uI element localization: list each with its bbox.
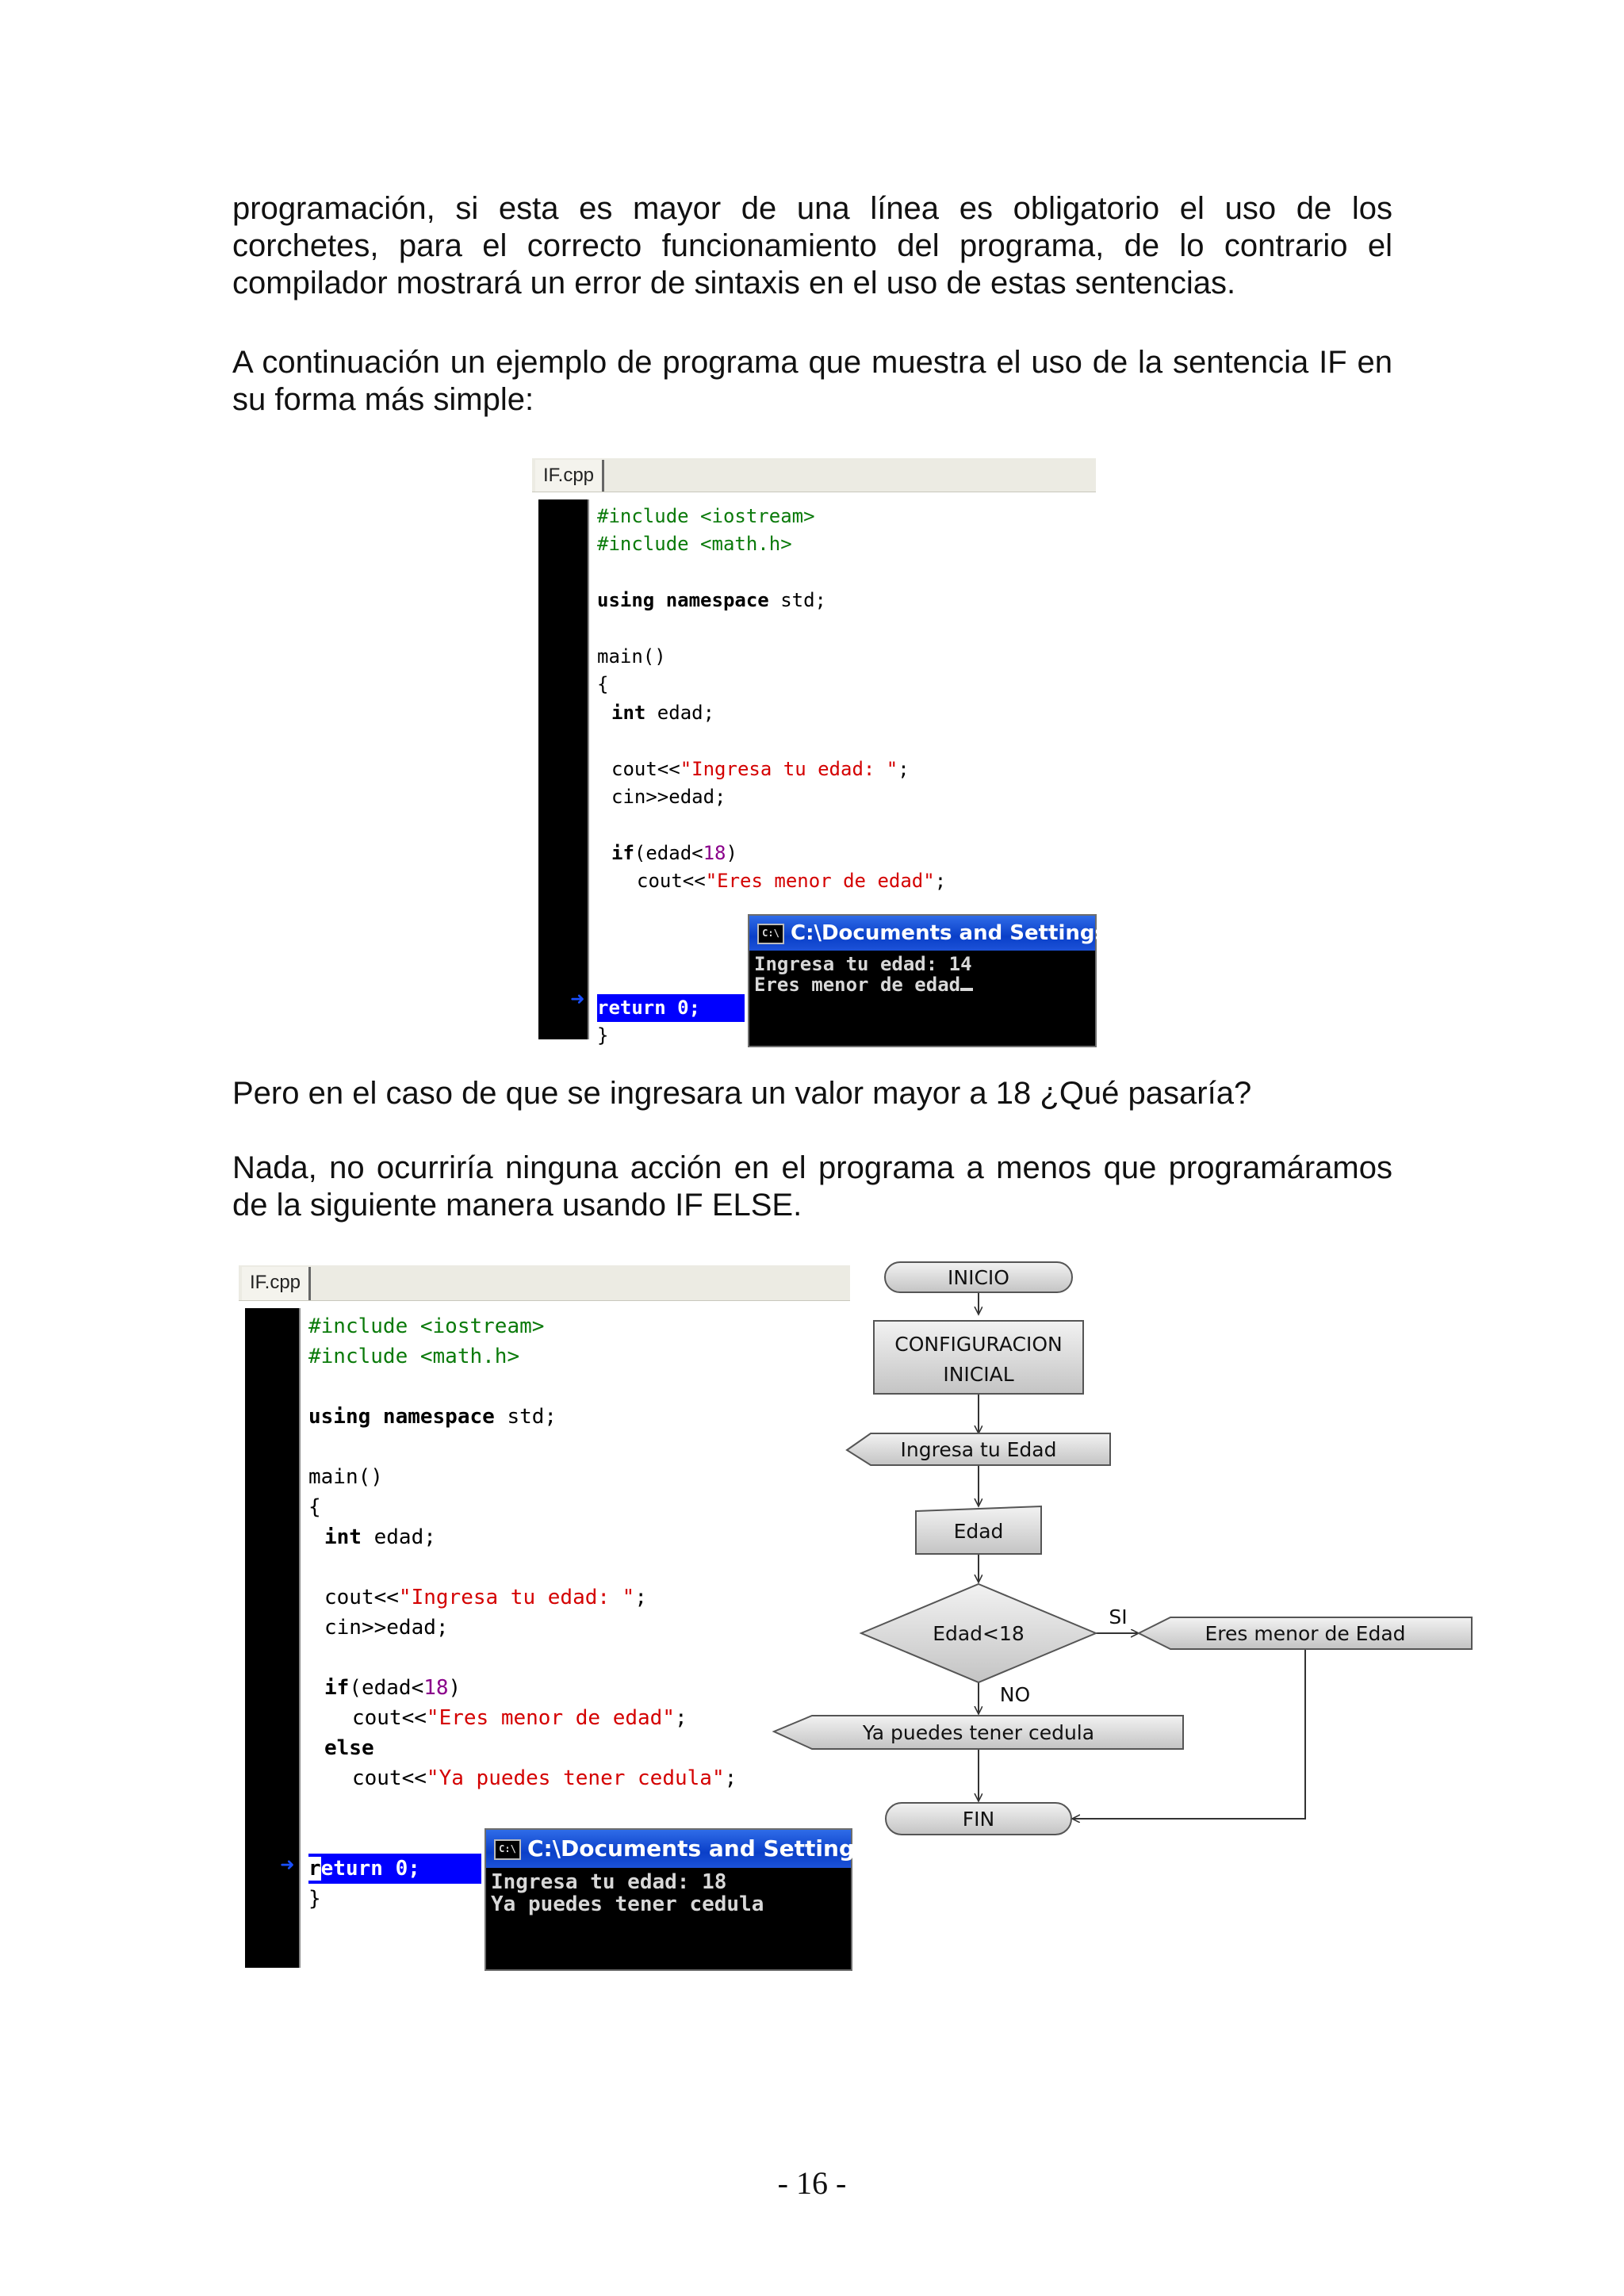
code-line: #include <math.h> bbox=[597, 533, 792, 555]
code-line: } bbox=[597, 1024, 609, 1047]
editor-gutter bbox=[538, 499, 589, 1039]
label-ingresa: Ingresa tu Edad bbox=[900, 1438, 1057, 1461]
code-line: cin>>edad; bbox=[324, 1616, 449, 1640]
paragraph-intro: programación, si esta es mayor de una línea es obligatorio el uso de los corchetes, para el correcto funcionamiento del programa, de lo contrario el compilador mostrará un error de sintaxis en el uso de estas sentencias. bbox=[232, 191, 1392, 300]
file-tab[interactable]: IF.cpp bbox=[535, 460, 604, 492]
code-editor-if bbox=[532, 458, 1141, 1047]
label-config-1: CONFIGURACION bbox=[894, 1333, 1063, 1356]
label-fin: FIN bbox=[962, 1808, 995, 1831]
code-line: main() bbox=[308, 1465, 383, 1489]
editor-gutter bbox=[245, 1308, 301, 1968]
code-line: { bbox=[308, 1495, 321, 1519]
label-edad: Edad bbox=[953, 1520, 1004, 1543]
code-line: using namespace std; bbox=[597, 589, 826, 611]
page-number: - 16 - bbox=[777, 2165, 847, 2201]
label-cedula: Ya puedes tener cedula bbox=[862, 1721, 1095, 1744]
console-title: C:\Documents and Settings\ca bbox=[791, 921, 1141, 945]
label-decision: Edad<18 bbox=[933, 1622, 1025, 1645]
console-output: Ingresa tu edad: 18 Ya puedes tener cedula bbox=[491, 1870, 764, 1916]
console-output: Ingresa tu edad: 14 Eres menor de edad bbox=[754, 953, 972, 996]
editor-tabbar bbox=[239, 1265, 850, 1301]
code-line: { bbox=[597, 673, 609, 695]
label-si: SI bbox=[1109, 1605, 1128, 1628]
code-line: int edad; bbox=[611, 702, 715, 724]
code-line: cout<<"Eres menor de edad"; bbox=[352, 1706, 688, 1730]
flowchart bbox=[761, 1249, 1491, 1851]
code-line: int edad; bbox=[324, 1525, 436, 1549]
code-line: else bbox=[324, 1736, 374, 1760]
code-editor-if-else bbox=[239, 1265, 890, 1968]
paragraph-if-else: Nada, no ocurriría ninguna acción en el programa a menos que programáramos de la siguiente manera usando IF ELSE. bbox=[232, 1150, 1392, 1223]
file-tab[interactable]: IF.cpp bbox=[242, 1267, 311, 1300]
code-line-highlighted: return 0; bbox=[308, 1854, 481, 1884]
paragraph-example-if: A continuación un ejemplo de programa que muestra el uso de la sentencia IF en su forma más simple: bbox=[232, 345, 1392, 417]
breakpoint-arrow-icon: ➜ bbox=[280, 1855, 295, 1875]
console-window bbox=[748, 914, 1141, 1047]
code-line: if(edad<18) bbox=[611, 842, 737, 864]
code-line: #include <iostream> bbox=[597, 505, 815, 527]
console-title: C:\Documents and Settings\c bbox=[527, 1835, 890, 1862]
code-line: #include <iostream> bbox=[308, 1314, 545, 1338]
code-line: cin>>edad; bbox=[611, 786, 726, 808]
code-line: if(edad<18) bbox=[324, 1676, 462, 1700]
code-line: } bbox=[308, 1887, 321, 1911]
paragraph-question: Pero en el caso de que se ingresara un valor mayor a 18 ¿Qué pasaría? bbox=[232, 1076, 1252, 1111]
code-line: #include <math.h> bbox=[308, 1345, 520, 1368]
code-line: cout<<"Ingresa tu edad: "; bbox=[611, 758, 910, 780]
breakpoint-arrow-icon: ➜ bbox=[570, 989, 585, 1009]
code-line: main() bbox=[597, 645, 666, 668]
label-inicio: INICIO bbox=[948, 1266, 1009, 1289]
console-icon: C:\ bbox=[757, 924, 784, 944]
cursor bbox=[960, 988, 973, 991]
code-line-highlighted: return 0; bbox=[597, 994, 745, 1022]
code-line: cout<<"Ya puedes tener cedula"; bbox=[352, 1766, 737, 1790]
console-icon: C:\ bbox=[494, 1839, 521, 1860]
code-line: cout<<"Eres menor de edad"; bbox=[637, 870, 947, 892]
editor-tabbar bbox=[532, 458, 1096, 492]
label-menor: Eres menor de Edad bbox=[1205, 1622, 1406, 1645]
label-no: NO bbox=[999, 1683, 1031, 1706]
label-config-2: INICIAL bbox=[943, 1363, 1014, 1386]
code-line: cout<<"Ingresa tu edad: "; bbox=[324, 1586, 647, 1609]
code-line: using namespace std; bbox=[308, 1405, 557, 1429]
console-titlebar[interactable] bbox=[749, 916, 1141, 951]
